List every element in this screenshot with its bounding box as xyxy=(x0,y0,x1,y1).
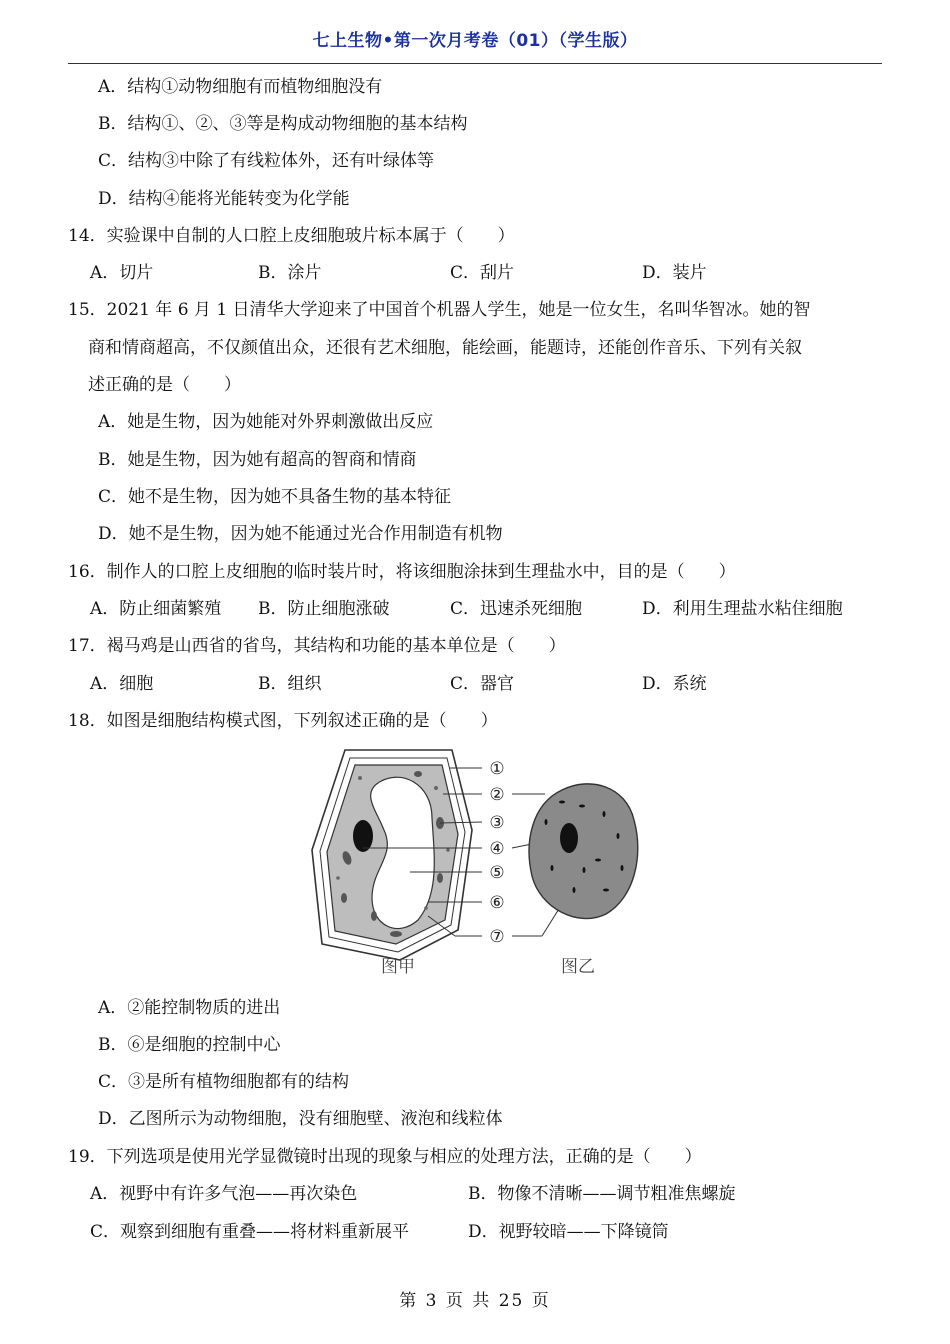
q15-stem-line3: 述正确的是（ ） xyxy=(88,375,241,395)
q17-stem: 17．褐马鸡是山西省的省鸟，其结构和功能的基本单位是（ ） xyxy=(68,636,566,656)
q14-stem: 14．实验课中自制的人口腔上皮细胞玻片标本属于（ ） xyxy=(68,226,515,246)
q16-option-a: A．防止细菌繁殖 xyxy=(90,599,222,619)
label-2: ② xyxy=(489,785,505,805)
header-divider xyxy=(68,63,882,64)
plant-cell xyxy=(312,750,472,960)
q19-stem: 19．下列选项是使用光学显微镜时出现的现象与相应的处理方法，正确的是（ ） xyxy=(68,1147,702,1167)
q19-option-a: A．视野中有许多气泡——再次染色 xyxy=(90,1184,358,1204)
q15-stem-line1: 15．2021 年 6 月 1 日清华大学迎来了中国首个机器人学生，她是一位女生，名叫华智冰。她的智 xyxy=(68,300,811,320)
q19-option-b: B．物像不清晰——调节粗准焦螺旋 xyxy=(468,1184,736,1204)
caption-animal-cell: 图乙 xyxy=(561,957,595,977)
q15-stem-line2: 商和情商超高，不仅颜值出众，还很有艺术细胞，能绘画，能题诗，还能创作音乐、下列有关叙 xyxy=(88,338,802,358)
label-7: ⑦ xyxy=(489,927,505,947)
q15-option-b: B．她是生物，因为她有超高的智商和情商 xyxy=(98,450,417,470)
q14-option-b: B．涂片 xyxy=(258,263,322,283)
label-6: ⑥ xyxy=(489,893,505,913)
q15-option-c: C．她不是生物，因为她不具备生物的基本特征 xyxy=(98,487,452,507)
q17-option-a: A．细胞 xyxy=(90,674,154,694)
q18-stem: 18．如图是细胞结构模式图，下列叙述正确的是（ ） xyxy=(68,711,498,731)
q13-option-c: C．结构③中除了有线粒体外，还有叶绿体等 xyxy=(98,151,435,171)
q16-option-d: D．利用生理盐水粘住细胞 xyxy=(642,599,843,619)
q14-option-a: A．切片 xyxy=(90,263,154,283)
label-4: ④ xyxy=(489,839,505,859)
q14-option-d: D．装片 xyxy=(642,263,707,283)
q13-option-a: A．结构①动物细胞有而植物细胞没有 xyxy=(98,77,383,97)
q14-option-c: C．刮片 xyxy=(450,263,515,283)
label-1: ① xyxy=(489,759,505,779)
q17-option-b: B．组织 xyxy=(258,674,322,694)
q19-option-c: C．观察到细胞有重叠——将材料重新展平 xyxy=(90,1222,410,1242)
q18-option-d: D．乙图所示为动物细胞，没有细胞壁、液泡和线粒体 xyxy=(98,1109,503,1129)
label-5: ⑤ xyxy=(489,863,505,883)
q18-option-b: B．⑥是细胞的控制中心 xyxy=(98,1035,281,1055)
cell-structure-diagram xyxy=(300,738,660,992)
caption-plant-cell: 图甲 xyxy=(381,957,415,977)
page-footer: 第 3 页 共 25 页 xyxy=(399,1291,551,1311)
q18-option-c: C．③是所有植物细胞都有的结构 xyxy=(98,1072,350,1092)
q17-option-d: D．系统 xyxy=(642,674,707,694)
q16-stem: 16．制作人的口腔上皮细胞的临时装片时，将该细胞涂抹到生理盐水中，目的是（ ） xyxy=(68,562,736,582)
label-3: ③ xyxy=(489,813,505,833)
q13-option-b: B．结构①、②、③等是构成动物细胞的基本结构 xyxy=(98,114,468,134)
q13-option-d: D．结构④能将光能转变为化学能 xyxy=(98,189,350,209)
q18-option-a: A．②能控制物质的进出 xyxy=(98,998,281,1018)
q17-option-c: C．器官 xyxy=(450,674,515,694)
q16-option-b: B．防止细胞涨破 xyxy=(258,599,390,619)
q16-option-c: C．迅速杀死细胞 xyxy=(450,599,583,619)
q15-option-d: D．她不是生物，因为她不能通过光合作用制造有机物 xyxy=(98,524,503,544)
q19-option-d: D．视野较暗——下降镜筒 xyxy=(468,1222,669,1242)
page-header-title: 七上生物•第一次月考卷（01）（学生版） xyxy=(312,31,638,51)
animal-cell xyxy=(529,784,638,919)
q15-option-a: A．她是生物，因为她能对外界刺激做出反应 xyxy=(98,412,434,432)
